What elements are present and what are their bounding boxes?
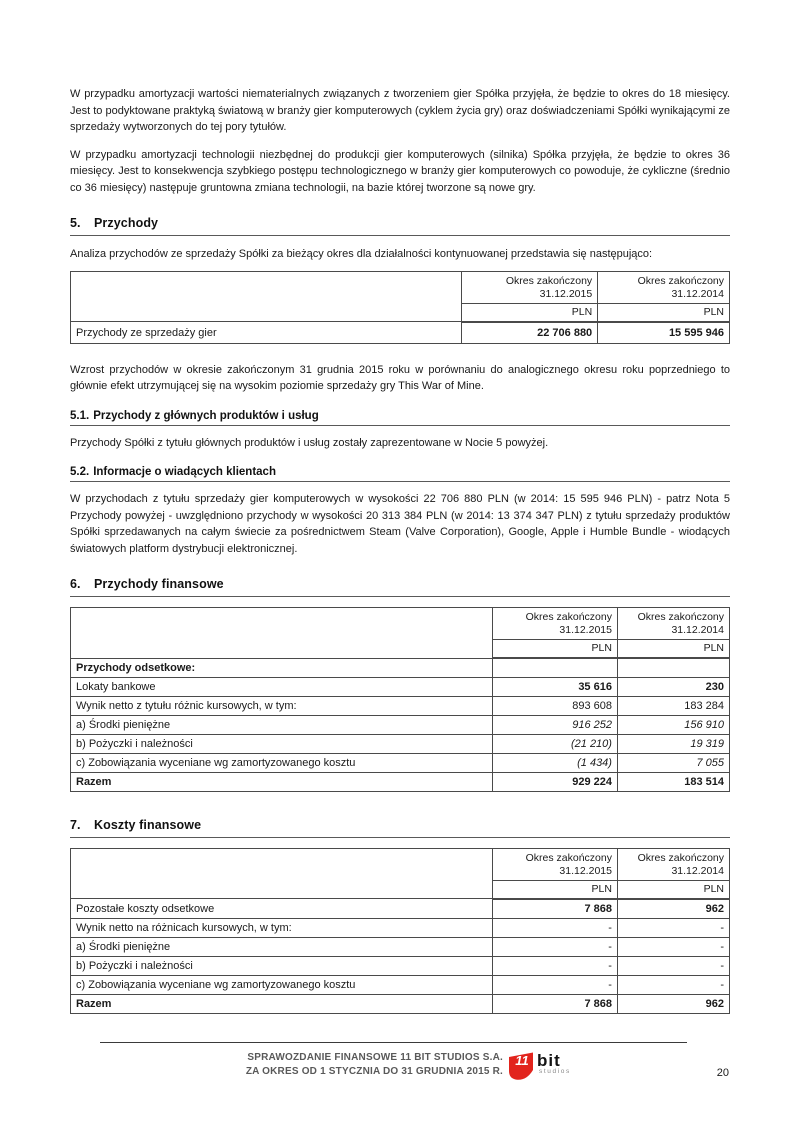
value-2015: 916 252 (492, 715, 617, 734)
row-label: c) Zobowiązania wyceniane wg zamortyzowanego kosztu (71, 753, 493, 772)
table-row (71, 975, 730, 994)
section-6-title: Przychody finansowe (94, 577, 224, 591)
value-2014: 15 595 946 (598, 322, 730, 344)
row-label: a) Środki pieniężne (71, 715, 493, 734)
value-2015: 7 868 (492, 994, 617, 1013)
page-content (70, 86, 730, 1014)
value-2015: 7 868 (492, 899, 617, 919)
header-period-2014: Okres zakończony 31.12.2014 (617, 608, 729, 640)
row-label: c) Zobowiązania wyceniane wg zamortyzowanego kosztu (71, 975, 493, 994)
table-header-row (71, 608, 730, 640)
value-2014: 230 (617, 677, 729, 696)
table-row (71, 899, 730, 919)
logo-wordmark (537, 1053, 571, 1075)
table-row (71, 956, 730, 975)
value-2015: - (492, 975, 617, 994)
footer-divider (100, 1042, 687, 1043)
table-row (71, 753, 730, 772)
header-period-2015: Okres zakończony 31.12.2015 (492, 848, 617, 880)
header-period-2015: Okres zakończony 31.12.2015 (461, 271, 597, 303)
row-label: Pozostałe koszty odsetkowe (71, 899, 493, 919)
11bit-studios-logo (507, 1049, 582, 1087)
table-row (71, 715, 730, 734)
unit-pln: PLN (492, 640, 617, 659)
intro-paragraph-2: W przypadku amortyzacji technologii niezbędnej do produkcji gier komputerowych (silnika) Spółka przyjęła, że będzie to okres 36 miesięcy. Jest to konsekwencja szybkiego postępu technologicznego w branży gier komputerowych co powoduje, że cykliczne (średnio co 36 miesięcy) następuje gruntowna zmiana technologii, na bazie której tworzone są nowe gry. (70, 148, 730, 194)
table-row (71, 658, 730, 677)
value-2015: 22 706 880 (461, 322, 597, 344)
value-2015 (492, 658, 617, 677)
table-total-row (71, 772, 730, 791)
table-row (71, 937, 730, 956)
header-empty-cell (71, 848, 493, 899)
value-2014: 7 055 (617, 753, 729, 772)
logo-number: 11 (515, 1053, 529, 1068)
section-5-1-heading: 5.1. Przychody z głównych produktów i usług (70, 410, 730, 426)
section-5-1-title: Przychody z głównych produktów i usług (93, 409, 319, 422)
value-2014: 962 (617, 899, 729, 919)
unit-pln: PLN (617, 640, 729, 659)
section-7-number: 7. (70, 817, 81, 832)
section-5-title: Przychody (94, 216, 159, 230)
value-2015: 929 224 (492, 772, 617, 791)
header-empty-cell (71, 608, 493, 659)
section-5-number: 5. (70, 216, 81, 230)
value-2014: 19 319 (617, 734, 729, 753)
row-label: Wynik netto z tytułu różnic kursowych, w tym: (71, 696, 493, 715)
value-2014: 183 514 (617, 772, 729, 791)
header-period-2015: Okres zakończony 31.12.2015 (492, 608, 617, 640)
table-row (71, 677, 730, 696)
row-label: Przychody ze sprzedaży gier (71, 322, 462, 344)
section-5-2-heading: 5.2. Informacje o wiadących klientach (70, 466, 730, 482)
value-2014: 183 284 (617, 696, 729, 715)
footer-report-title: SPRAWOZDANIE FINANSOWE 11 BIT STUDIOS S.A. ZA OKRES OD 1 STYCZNIA DO 31 GRUDNIA 2015 R. (245, 1052, 503, 1077)
value-2015: 35 616 (492, 677, 617, 696)
table-total-row (71, 994, 730, 1013)
unit-pln: PLN (598, 303, 730, 322)
section-5-intro: Analiza przychodów ze sprzedaży Spółki za bieżący okres dla działalności kontynuowanej przedstawia się następująco: (70, 248, 653, 260)
value-2014: - (617, 975, 729, 994)
value-2014: - (617, 937, 729, 956)
table-header-row (71, 848, 730, 880)
header-empty-cell (71, 271, 462, 322)
logo-studios-text: studios (539, 1068, 571, 1075)
section-5-heading (70, 216, 730, 236)
section-7-title: Koszty finansowe (94, 817, 202, 832)
unit-pln: PLN (617, 880, 729, 899)
unit-pln: PLN (461, 303, 597, 322)
value-2014: 156 910 (617, 715, 729, 734)
row-label: Przychody odsetkowe: (71, 658, 493, 677)
section-6-number: 6. (70, 577, 81, 591)
row-label: Razem (71, 772, 493, 791)
table-row (71, 696, 730, 715)
value-2015: (1 434) (492, 753, 617, 772)
value-2014 (617, 658, 729, 677)
value-2015: - (492, 956, 617, 975)
row-label: Wynik netto na różnicach kursowych, w tym: (71, 918, 493, 937)
section-7-heading (70, 818, 730, 838)
value-2015: - (492, 918, 617, 937)
revenue-table (70, 271, 730, 344)
table-row (71, 918, 730, 937)
value-2015: 893 608 (492, 696, 617, 715)
row-label: b) Pożyczki i należności (71, 956, 493, 975)
row-label: Razem (71, 994, 493, 1013)
row-label: Lokaty bankowe (71, 677, 493, 696)
financial-income-table (70, 607, 730, 792)
row-label: b) Pożyczki i należności (71, 734, 493, 753)
value-2014: 962 (617, 994, 729, 1013)
section-5-2-body: W przychodach z tytułu sprzedaży gier komputerowych w wysokości 22 706 880 PLN (w 2014: 15 595 946 PLN) - patrz Nota 5 Przychody powyżej - uwzględniono przychody w wysokości 20 313 384 PLN (w 2014: 13 374 347 PLN) z tytułu sprzedaży produktów Spółki sprzedawanych na całym świecie za pośrednictwem Steam (Valve Corporation), Google, Apple i Humble Bundle - wiodących światowych platform dystrybucji elektronicznej. (70, 493, 730, 555)
header-period-2014: Okres zakończony 31.12.2014 (617, 848, 729, 880)
unit-pln: PLN (492, 880, 617, 899)
row-label: a) Środki pieniężne (71, 937, 493, 956)
section-6-heading (70, 577, 730, 597)
value-2014: - (617, 918, 729, 937)
value-2015: (21 210) (492, 734, 617, 753)
section-5-2-title: Informacje o wiadących klientach (93, 466, 276, 478)
section-5-commentary: Wzrost przychodów w okresie zakończonym 31 grudnia 2015 roku w porównaniu do analogicznego okresu roku poprzedniego to głównie efekt utrzymującej się na wysokim poziomie sprzedaży gry This War of Mine. (70, 363, 730, 392)
page-number: 20 (716, 1067, 729, 1079)
value-2014: - (617, 956, 729, 975)
financial-costs-table (70, 848, 730, 1014)
header-period-2014: Okres zakończony 31.12.2014 (598, 271, 730, 303)
table-row (71, 734, 730, 753)
table-header-row (71, 271, 730, 303)
table-row (71, 322, 730, 344)
section-5-1-body: Przychody Spółki z tytułu głównych produktów i usług zostały zaprezentowane w Nocie 5 powyżej. (70, 436, 549, 449)
logo-bit-text: bit (537, 1051, 561, 1070)
value-2015: - (492, 937, 617, 956)
intro-paragraph-1: W przypadku amortyzacji wartości niematerialnych związanych z tworzeniem gier Spółka przyjęła, że będzie to okres do 18 miesięcy. Jest to podyktowane praktyką światową w branży gier komputerowych (cyklem życia gry) oraz doświadczeniami Spółki wynikającymi ze sprzedaży wytworzonych do tej pory tytułów. (70, 88, 730, 133)
